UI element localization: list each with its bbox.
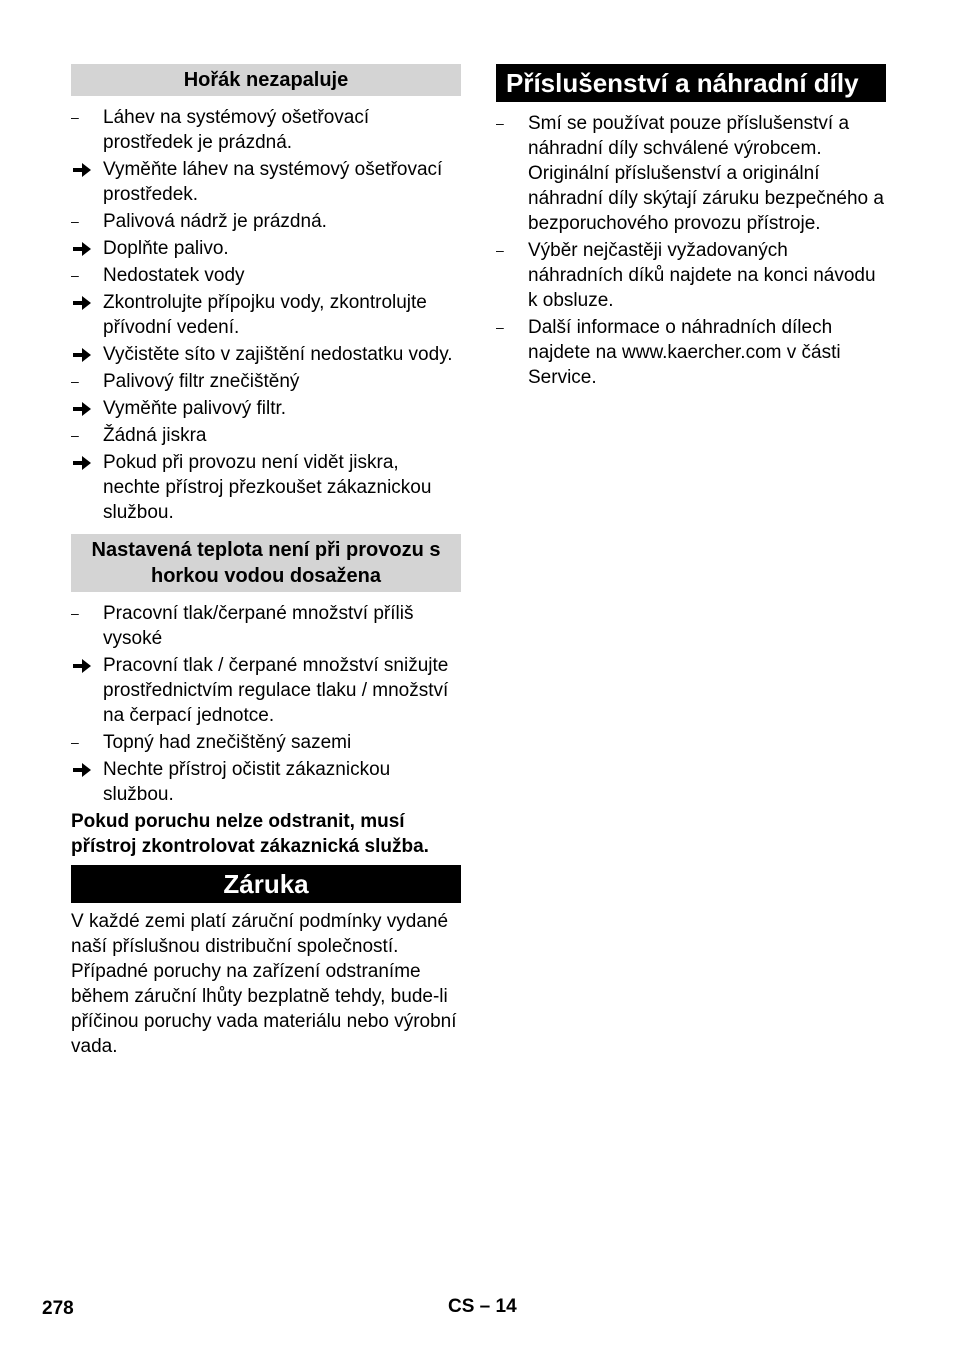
temperature-troubleshooting-list [71, 601, 461, 807]
item-text: Pracovní tlak/čerpané množství příliš vysoké [103, 603, 414, 649]
dash-bullet-icon: – [71, 605, 79, 621]
item-text: Vyměňte láhev na systémový ošetřovací prostředek. [103, 159, 443, 205]
remedy-item [71, 450, 461, 525]
remedy-item [71, 236, 461, 261]
item-text: Palivový filtr znečištěný [103, 371, 300, 392]
warranty-heading: Záruka [71, 865, 461, 903]
item-text: Vyměňte palivový filtr. [103, 398, 287, 419]
dash-bullet-icon: – [496, 319, 504, 335]
dash-bullet-icon: – [496, 115, 504, 131]
cause-item [71, 369, 461, 394]
cause-item [496, 111, 886, 236]
item-text: Palivová nádrž je prázdná. [103, 211, 327, 232]
remedy-item [71, 290, 461, 340]
item-text: Doplňte palivo. [103, 238, 229, 259]
dash-bullet-icon: – [496, 242, 504, 258]
warranty-text: V každé zemi platí záruční podmínky vydané naší příslušnou distribuční společností. Případné poruchy na zařízení odstraníme během záruční lhůty bezplatně tehdy, bude-li příčinou poruchy vada materiálu nebo výrobní vada. [71, 911, 457, 1057]
item-text: Pokud při provozu není vidět jiskra, nechte přístroj přezkoušet zákaznickou službou. [103, 452, 432, 523]
cause-item [71, 209, 461, 234]
page-number: 278 [42, 1298, 74, 1319]
accessories-heading: Příslušenství a náhradní díly [496, 64, 886, 102]
dash-bullet-icon: – [71, 109, 79, 125]
right-column [496, 64, 886, 392]
item-text: Láhev na systémový ošetřovací prostředek je prázdná. [103, 107, 370, 153]
remedy-item [71, 396, 461, 421]
remedy-item [71, 342, 461, 367]
cause-item [71, 105, 461, 155]
section-page-label: CS – 14 [448, 1296, 517, 1317]
remedy-item [71, 757, 461, 807]
dash-bullet-icon: – [71, 373, 79, 389]
section-heading-temperature: Nastavená teplota není při provozu s horkou vodou dosažena [71, 534, 461, 592]
cause-item [71, 263, 461, 288]
left-column [71, 64, 461, 1059]
dash-bullet-icon: – [71, 734, 79, 750]
accessories-list [496, 111, 886, 390]
item-text: Smí se používat pouze příslušenství a náhradní díly schválené výrobcem. Originální příslušenství a originální náhradní díly skýtají záruku bezpečného a bezporuchového provozu přístroje. [528, 113, 884, 234]
item-text: Nedostatek vody [103, 265, 245, 286]
cause-item [71, 423, 461, 448]
item-text: Vyčistěte síto v zajištění nedostatku vody. [103, 344, 453, 365]
cause-item [496, 315, 886, 390]
cause-item [71, 730, 461, 755]
dash-bullet-icon: – [71, 213, 79, 229]
remedy-item [71, 157, 461, 207]
burner-troubleshooting-list [71, 105, 461, 525]
item-text: Další informace o náhradních dílech najdete na www.kaercher.com v části Service. [528, 317, 841, 388]
section-heading-burner: Hořák nezapaluje [71, 64, 461, 96]
dash-bullet-icon: – [71, 267, 79, 283]
item-text: Výběr nejčastěji vyžadovaných náhradních díků najdete na konci návodu k obsluze. [528, 240, 876, 311]
remedy-item [71, 653, 461, 728]
item-text: Zkontrolujte přípojku vody, zkontrolujte přívodní vedení. [103, 292, 427, 338]
service-note: Pokud poruchu nelze odstranit, musí přístroj zkontrolovat zákaznická služba. [71, 811, 429, 857]
dash-bullet-icon: – [71, 427, 79, 443]
item-text: Topný had znečištěný sazemi [103, 732, 352, 753]
item-text: Pracovní tlak / čerpané množství snižujte prostřednictvím regulace tlaku / množství na čerpací jednotce. [103, 655, 449, 726]
cause-item [496, 238, 886, 313]
cause-item [71, 601, 461, 651]
item-text: Žádná jiskra [103, 425, 207, 446]
item-text: Nechte přístroj očistit zákaznickou službou. [103, 759, 391, 805]
